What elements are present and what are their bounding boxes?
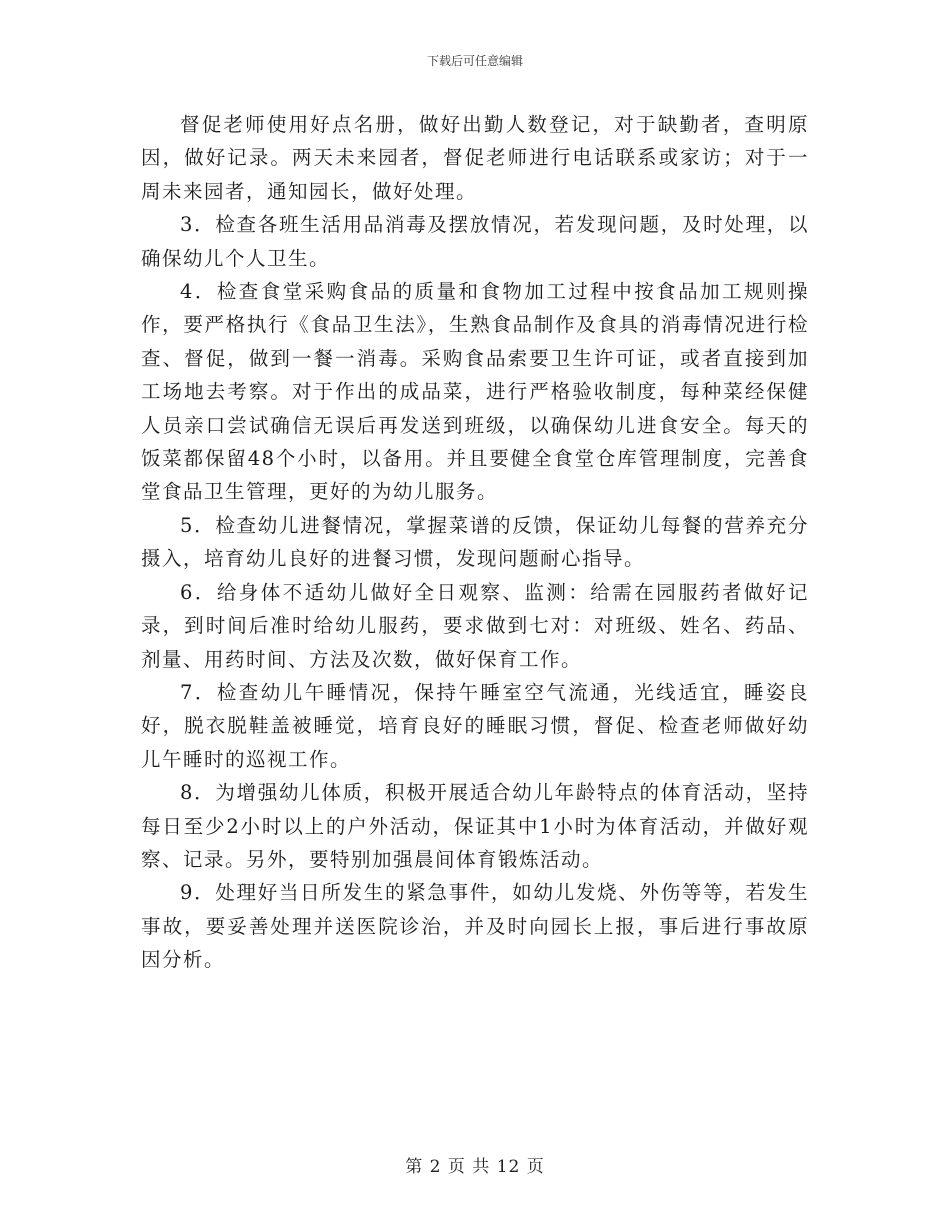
- document-body: [141, 108, 809, 977]
- page-header: 下载后可任意编辑: [426, 54, 523, 68]
- page-footer: 第 2 页 共 12 页: [405, 1157, 545, 1177]
- paragraph-7: 7．检查幼儿午睡情况，保持午睡室空气流通，光线适宜，睡姿良好，脱衣脱鞋盖被睡觉，培育良好的睡眠习惯，督促、检查老师做好幼儿午睡时的巡视工作。: [141, 680, 809, 771]
- paragraph-5: 5．检查幼儿进餐情况，掌握菜谱的反馈，保证幼儿每餐的营养充分摄入，培育幼儿良好的进餐习惯，发现问题耐心指导。: [141, 513, 809, 571]
- paragraph-1: 督促老师使用好点名册，做好出勤人数登记，对于缺勤者，查明原因，做好记录。两天未来园者，督促老师进行电话联系或家访；对于一周未来园者，通知园长，做好处理。: [141, 113, 809, 203]
- paragraph-4: 4．检查食堂采购食品的质量和食物加工过程中按食品加工规则操作，要严格执行《食品卫生法》，生熟食品制作及食具的消毒情况进行检查、督促，做到一餐一消毒。采购食品索要卫生许可证，或者直接到加工场地去考察。对于作出的成品菜，进行严格验收制度，每种菜经保健人员亲口尝试确信无误后再发送到班级，以确保幼儿进食安全。每天的饭菜都保留48个小时，以备用。并且要健全食堂仓库管理制度，完善食堂食品卫生管理，更好的为幼儿服务。: [141, 280, 809, 504]
- paragraph-9: 9．处理好当日所发生的紧急事件，如幼儿发烧、外伤等等，若发生事故，要妥善处理并送医院诊治，并及时向园长上报，事后进行事故原因分析。: [141, 881, 809, 972]
- paragraph-6: 6．给身体不适幼儿做好全日观察、监测：给需在园服药者做好记录，到时间后准时给幼儿服药，要求做到七对：对班级、姓名、药品、剂量、用药时间、方法及次数，做好保育工作。: [141, 580, 809, 671]
- paragraph-8: 8．为增强幼儿体质，积极开展适合幼儿年龄特点的体育活动，坚持每日至少2小时以上的户外活动，保证其中1小时为体育活动，并做好观察、记录。另外，要特别加强晨间体育锻炼活动。: [141, 781, 809, 871]
- paragraph-3: 3．检查各班生活用品消毒及摆放情况，若发现问题，及时处理，以确保幼儿个人卫生。: [141, 213, 809, 270]
